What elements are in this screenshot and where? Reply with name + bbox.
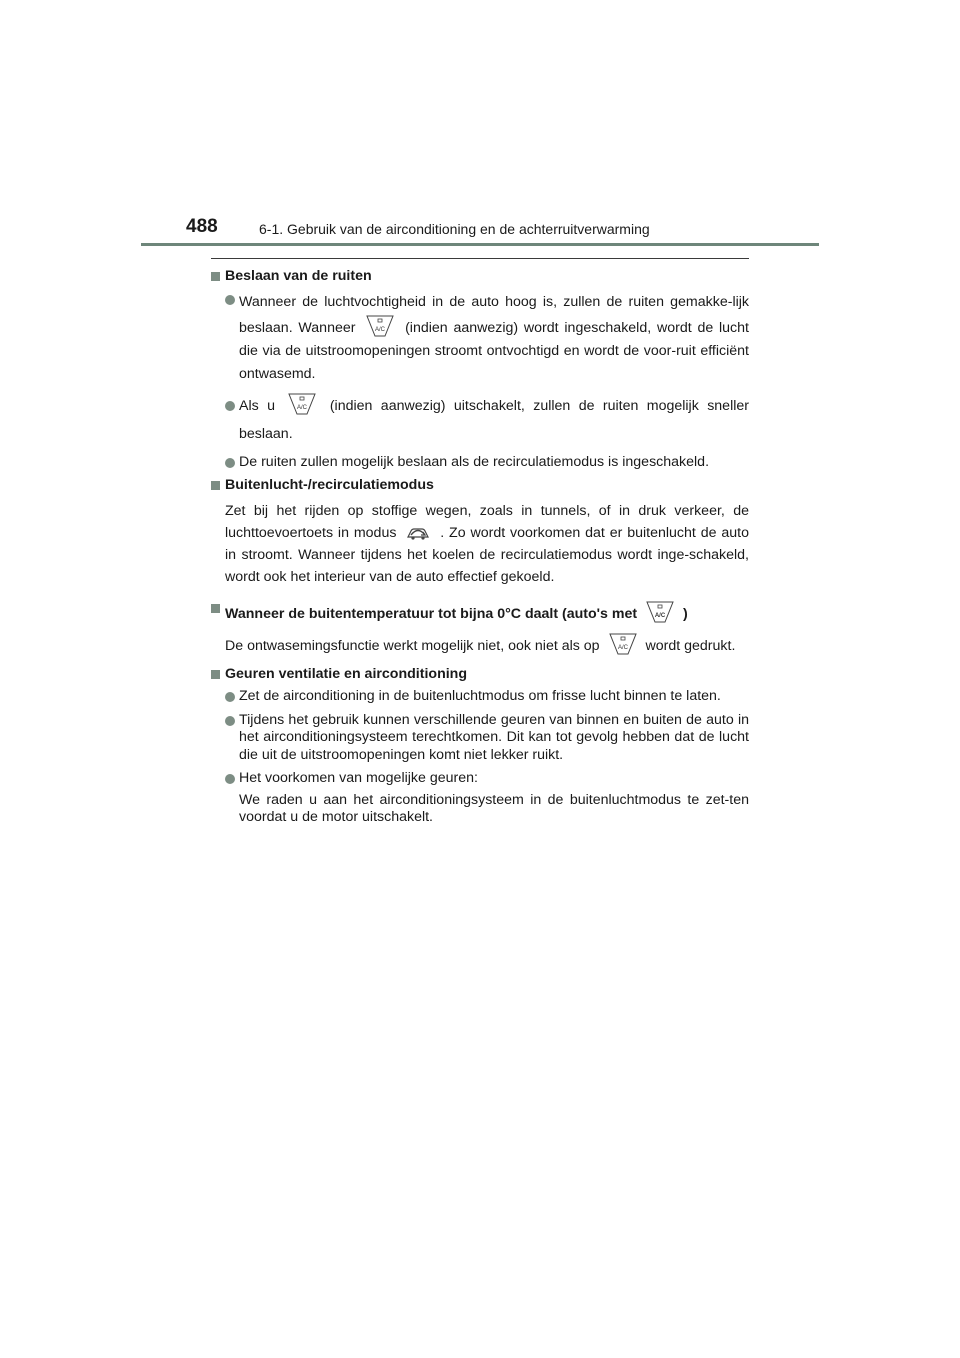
round-bullet-icon <box>225 692 235 702</box>
paragraph <box>211 500 749 588</box>
section-heading <box>211 477 749 495</box>
list-item <box>211 770 749 788</box>
item-text: Wanneer de luchtvochtigheid in de auto hoog is, zullen de ruiten gemakke-lijk beslaan. Wanneer <box>239 293 749 336</box>
section-heading <box>211 268 749 286</box>
list-item <box>211 688 749 706</box>
ac-label: A/C <box>617 644 628 651</box>
page-header <box>0 0 960 250</box>
section-heading <box>211 600 749 624</box>
sub-paragraph <box>211 792 749 827</box>
item-text: Zet de airconditioning in de buitenluchtmodus om frisse lucht binnen te laten. <box>239 688 721 704</box>
item-text: (indien aanwezig) wordt ingeschakeld, wordt de lucht die via de uitstroomopeningen stroomt ontvochtigd en wordt de voor-ruit efficiënt ontwasemd. <box>239 319 749 382</box>
ac-label: A/C <box>654 612 666 619</box>
section-heading <box>211 666 749 684</box>
page-number: 488 <box>186 216 218 237</box>
chapter-title: 6-1. Gebruik van de airconditioning en de achterruitverwarming <box>259 221 650 237</box>
round-bullet-icon <box>225 295 235 305</box>
paragraph <box>211 632 749 660</box>
ac-button-icon <box>608 632 638 656</box>
heading-text: Beslaan van de ruiten <box>225 268 372 284</box>
heading-text: Geuren ventilatie en airconditioning <box>225 665 468 682</box>
item-text: Het voorkomen van mogelijke geuren: <box>239 770 478 786</box>
list-item <box>211 291 749 386</box>
item-text: Als u <box>239 397 275 414</box>
sub-paragraph-text: We raden u aan het airconditioningsysteem in de buitenluchtmodus te zet-ten voordat u de motor uitschakelt. <box>239 791 749 825</box>
ac-label: A/C <box>375 326 386 333</box>
paragraph-text: De ontwasemingsfunctie werkt mogelijk niet, ook niet als op <box>225 637 600 654</box>
paragraph-text: Zet bij het rijden op stoffige wegen, zoals in tunnels, of in druk verkeer, de luchttoevoertoets in modus <box>225 502 749 541</box>
square-bullet-icon <box>211 272 220 281</box>
round-bullet-icon <box>225 458 235 468</box>
header-divider <box>141 243 819 246</box>
item-text: De ruiten zullen mogelijk beslaan als de recirculatiemodus is ingeschakeld. <box>239 453 710 470</box>
recirculation-mode-icon <box>405 524 431 542</box>
heading-text: Buitenlucht-/recirculatiemodus <box>225 477 434 493</box>
ac-button-icon <box>287 392 317 416</box>
ac-button-icon <box>365 314 395 338</box>
heading-text: ) <box>683 605 688 622</box>
list-item <box>211 392 749 448</box>
round-bullet-icon <box>225 716 235 726</box>
heading-text: Wanneer de buitentemperatuur tot bijna 0°C daalt (auto's met <box>225 605 638 622</box>
square-bullet-icon <box>211 670 220 679</box>
list-item <box>211 712 749 765</box>
paragraph-text: wordt gedrukt. <box>645 637 736 654</box>
square-bullet-icon <box>211 481 220 490</box>
paragraph-text: . Zo wordt voorkomen dat er buitenlucht de auto in stroomt. Wanneer tijdens het koelen de recirculatiemodus wordt inge-schakeld, wordt ook het interieur van de auto effectief gekoeld. <box>225 524 749 585</box>
page-content <box>211 258 749 833</box>
square-bullet-icon <box>211 604 220 613</box>
list-item <box>211 454 749 472</box>
ac-button-icon <box>645 600 675 624</box>
item-text: Tijdens het gebruik kunnen verschillende geuren van binnen en buiten de auto in het airconditioningsysteem terechtkomen. Dit kan tot gevolg hebben dat de lucht die uit de uitstroomopeningen komt niet lekker ruikt. <box>239 711 749 763</box>
section-divider <box>211 258 749 259</box>
round-bullet-icon <box>225 401 235 411</box>
round-bullet-icon <box>225 774 235 784</box>
ac-label: A/C <box>297 404 308 411</box>
item-text: (indien aanwezig) uitschakelt, zullen de ruiten mogelijk sneller beslaan. <box>239 397 749 442</box>
